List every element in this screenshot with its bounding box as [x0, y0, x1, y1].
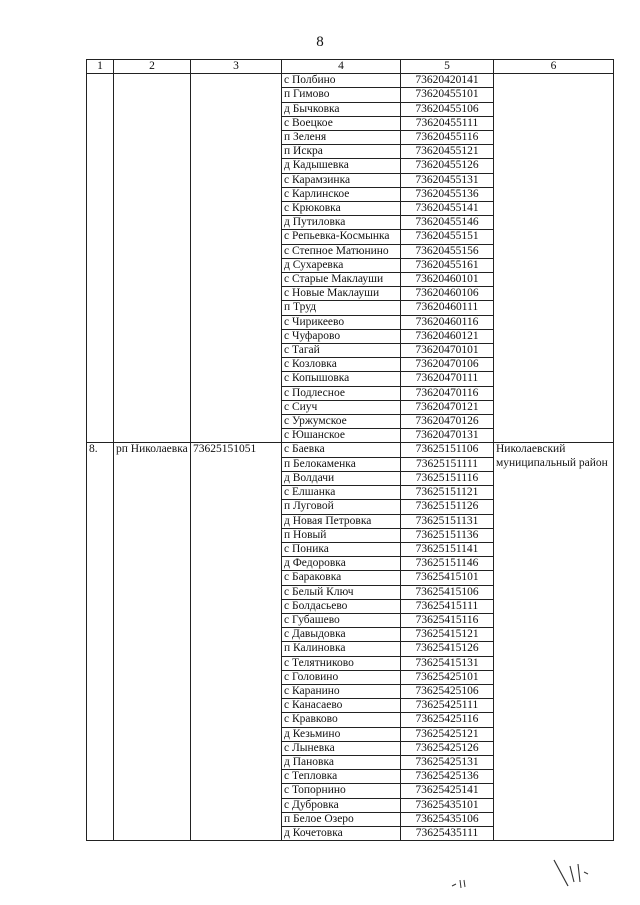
- column-header: 1: [87, 60, 114, 74]
- settlement-name: с Каранино: [282, 684, 401, 698]
- settlement-name: д Пановка: [282, 755, 401, 769]
- settlement-code: 73620420141: [401, 74, 494, 88]
- center-code: [191, 74, 282, 443]
- settlement-code: 73620470101: [401, 344, 494, 358]
- settlement-name: д Путиловка: [282, 216, 401, 230]
- settlement-name: д Кезьмино: [282, 727, 401, 741]
- settlement-code: 73620455156: [401, 244, 494, 258]
- settlement-name: п Новый: [282, 528, 401, 542]
- settlement-name: с Белый Ключ: [282, 585, 401, 599]
- center-name: рп Николаевка: [114, 443, 191, 841]
- settlement-code: 73625151141: [401, 542, 494, 556]
- settlement-code: 73625151111: [401, 457, 494, 471]
- settlement-name: с Репьевка-Космынка: [282, 230, 401, 244]
- settlement-code: 73625425106: [401, 684, 494, 698]
- settlement-name: с Давыдовка: [282, 628, 401, 642]
- district-name: Николаевский муниципальный район: [494, 443, 614, 841]
- settlement-name: с Кравково: [282, 713, 401, 727]
- column-header: 2: [114, 60, 191, 74]
- settlement-name: с Головино: [282, 670, 401, 684]
- table-row: [87, 74, 614, 88]
- settlement-name: с Поника: [282, 542, 401, 556]
- settlement-name: п Белое Озеро: [282, 812, 401, 826]
- settlement-code: 73620470126: [401, 415, 494, 429]
- settlement-name: д Федоровка: [282, 557, 401, 571]
- header-row: [87, 60, 614, 74]
- settlement-code: 73625415126: [401, 642, 494, 656]
- settlement-name: д Волдачи: [282, 471, 401, 485]
- settlement-code: 73625435111: [401, 826, 494, 840]
- settlement-code: 73620460101: [401, 273, 494, 287]
- initials-mark: [448, 874, 478, 892]
- settlement-code: 73625415101: [401, 571, 494, 585]
- settlement-code: 73620455126: [401, 159, 494, 173]
- settlement-name: с Козловка: [282, 358, 401, 372]
- settlement-code: 73620470116: [401, 386, 494, 400]
- settlement-name: д Сухаревка: [282, 258, 401, 272]
- settlement-code: 73620455131: [401, 173, 494, 187]
- settlement-code: 73625435101: [401, 798, 494, 812]
- settlement-name: с Бараковка: [282, 571, 401, 585]
- settlement-name: п Искра: [282, 145, 401, 159]
- settlement-name: с Болдасьево: [282, 599, 401, 613]
- settlement-code: 73625425131: [401, 755, 494, 769]
- settlement-code: 73625425111: [401, 699, 494, 713]
- settlement-name: д Бычковка: [282, 102, 401, 116]
- settlement-name: с Губашево: [282, 613, 401, 627]
- settlement-name: п Белокаменка: [282, 457, 401, 471]
- settlement-name: с Канасаево: [282, 699, 401, 713]
- settlement-name: с Старые Маклауши: [282, 273, 401, 287]
- settlement-name: п Гимово: [282, 88, 401, 102]
- settlement-name: с Топорнино: [282, 784, 401, 798]
- settlement-name: п Труд: [282, 301, 401, 315]
- settlement-code: 73620455141: [401, 202, 494, 216]
- settlement-name: д Новая Петровка: [282, 514, 401, 528]
- settlement-name: с Карлинское: [282, 187, 401, 201]
- settlement-code: 73625151121: [401, 486, 494, 500]
- settlement-name: с Чуфарово: [282, 329, 401, 343]
- settlement-name: с Подлесное: [282, 386, 401, 400]
- settlement-name: п Зеленя: [282, 131, 401, 145]
- column-header: 5: [401, 60, 494, 74]
- settlement-name: д Кадышевка: [282, 159, 401, 173]
- row-number: 8.: [87, 443, 114, 841]
- settlement-code: 73625425141: [401, 784, 494, 798]
- settlement-code: 73620455116: [401, 131, 494, 145]
- settlement-code: 73625415116: [401, 613, 494, 627]
- settlement-name: с Тепловка: [282, 770, 401, 784]
- settlement-code: 73620470121: [401, 400, 494, 414]
- column-header: 6: [494, 60, 614, 74]
- settlement-code: 73625151146: [401, 557, 494, 571]
- settlement-code: 73625415111: [401, 599, 494, 613]
- signature-mark: [548, 852, 608, 892]
- settlement-code: 73620455136: [401, 187, 494, 201]
- settlement-name: с Чирикеево: [282, 315, 401, 329]
- page-number: 8: [316, 34, 324, 50]
- settlement-code: 73620460121: [401, 329, 494, 343]
- center-code: 73625151051: [191, 443, 282, 841]
- column-header: 4: [282, 60, 401, 74]
- settlement-name: д Кочетовка: [282, 826, 401, 840]
- settlement-code: 73620470131: [401, 429, 494, 443]
- center-name: [114, 74, 191, 443]
- settlement-name: с Лыневка: [282, 741, 401, 755]
- settlement-code: 73625435106: [401, 812, 494, 826]
- settlement-code: 73625425126: [401, 741, 494, 755]
- settlement-code: 73620455111: [401, 116, 494, 130]
- settlement-name: с Сиуч: [282, 400, 401, 414]
- settlement-code: 73620455146: [401, 216, 494, 230]
- settlement-code: 73620455101: [401, 88, 494, 102]
- settlement-name: с Степное Матюнино: [282, 244, 401, 258]
- settlement-name: п Луговой: [282, 500, 401, 514]
- settlement-code: 73620470111: [401, 372, 494, 386]
- settlement-name: с Крюковка: [282, 202, 401, 216]
- settlement-name: с Уржумское: [282, 415, 401, 429]
- settlement-code: 73620455151: [401, 230, 494, 244]
- settlement-code: 73625151106: [401, 443, 494, 457]
- settlement-name: с Тагай: [282, 344, 401, 358]
- settlement-code: 73625415121: [401, 628, 494, 642]
- settlement-name: с Карамзинка: [282, 173, 401, 187]
- settlement-code: 73625151116: [401, 471, 494, 485]
- settlement-code: 73625415106: [401, 585, 494, 599]
- settlement-code: 73625425116: [401, 713, 494, 727]
- settlement-code: 73620460106: [401, 287, 494, 301]
- settlement-code: 73625151136: [401, 528, 494, 542]
- settlement-name: с Полбино: [282, 74, 401, 88]
- district-name: [494, 74, 614, 443]
- settlement-code: 73620455106: [401, 102, 494, 116]
- row-number: [87, 74, 114, 443]
- settlement-code: 73620460116: [401, 315, 494, 329]
- settlement-name: с Телятниково: [282, 656, 401, 670]
- settlement-code: 73620455121: [401, 145, 494, 159]
- settlement-code: 73625425101: [401, 670, 494, 684]
- settlement-name: с Дубровка: [282, 798, 401, 812]
- settlement-code: 73625151131: [401, 514, 494, 528]
- settlement-name: с Елшанка: [282, 486, 401, 500]
- settlement-code: 73620455161: [401, 258, 494, 272]
- settlement-code: 73625425136: [401, 770, 494, 784]
- column-header: 3: [191, 60, 282, 74]
- settlements-table: [86, 59, 614, 841]
- settlement-name: с Воецкое: [282, 116, 401, 130]
- settlement-code: 73625415131: [401, 656, 494, 670]
- settlement-code: 73620470106: [401, 358, 494, 372]
- table-row: [87, 443, 614, 457]
- settlement-name: с Новые Маклауши: [282, 287, 401, 301]
- settlement-name: п Калиновка: [282, 642, 401, 656]
- settlement-code: 73625425121: [401, 727, 494, 741]
- settlement-name: с Баевка: [282, 443, 401, 457]
- settlement-code: 73620460111: [401, 301, 494, 315]
- settlement-name: с Юшанское: [282, 429, 401, 443]
- settlement-code: 73625151126: [401, 500, 494, 514]
- settlement-name: с Копышовка: [282, 372, 401, 386]
